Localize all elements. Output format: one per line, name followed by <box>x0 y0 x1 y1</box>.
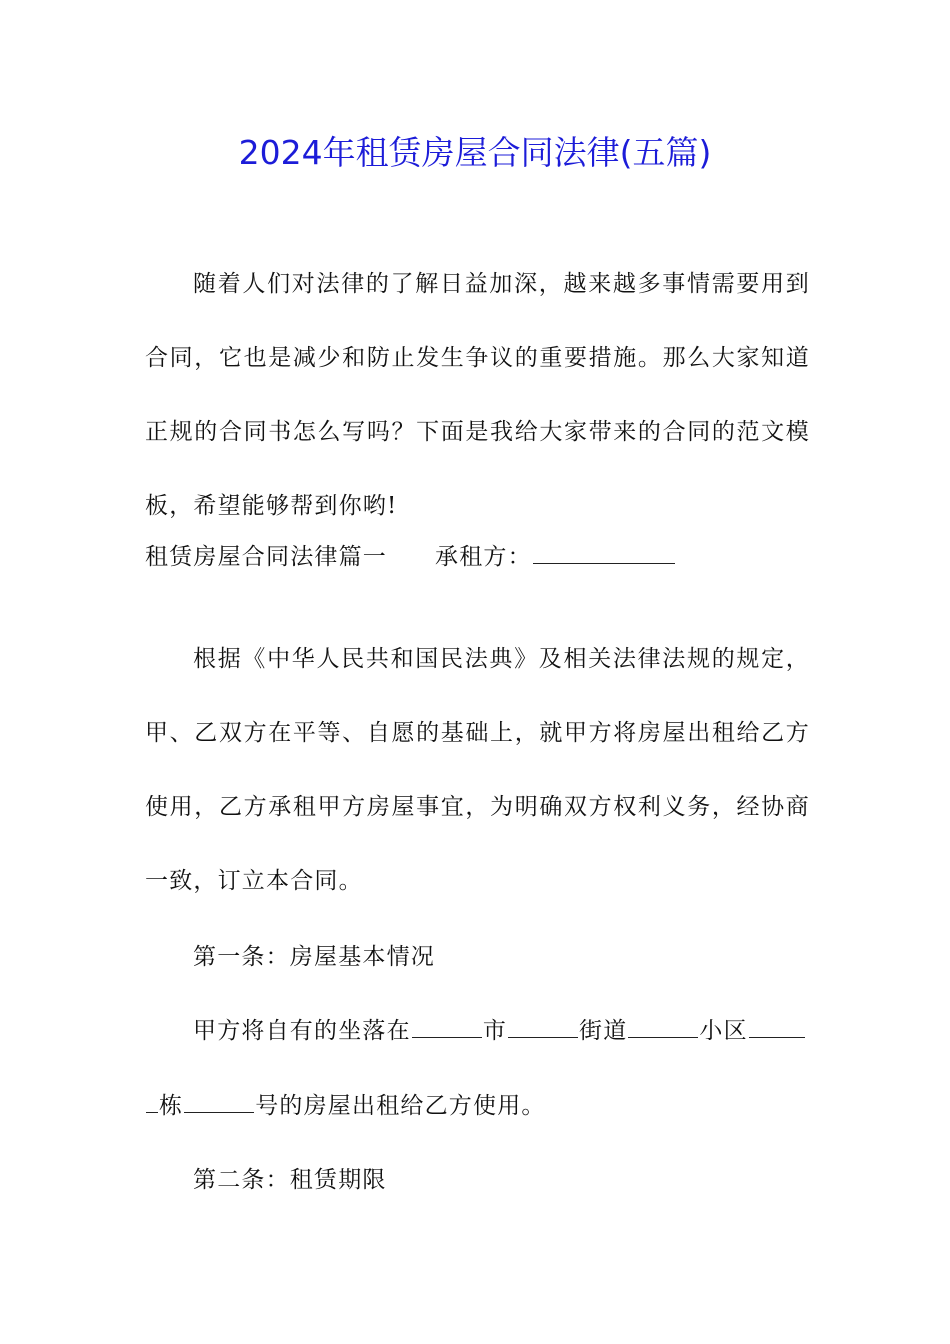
section-heading-line <box>145 537 676 577</box>
article1-text-part3: 街道 <box>579 1018 628 1044</box>
lessee-label: 承租方： <box>435 544 532 570</box>
street-blank <box>508 1013 578 1038</box>
article1-text-part4: 小区 <box>699 1018 748 1044</box>
basis-paragraph: 根据《中华人民共和国民法典》及相关法律法规的规定，甲、乙双方在平等、自愿的基础上，就甲方将房屋出租给乙方使用，乙方承租甲方房屋事宜，为明确双方权利义务，经协商一致，订立本合同。 <box>145 646 810 894</box>
article2-heading: 第二条：租赁期限 <box>193 1167 387 1193</box>
building-blank-b <box>146 1088 158 1113</box>
lessee-blank <box>533 539 675 564</box>
document-title: 2024年租赁房屋合同法律(五篇) <box>238 133 712 172</box>
article1-text-part6: 号的房屋出租给乙方使用。 <box>255 1093 546 1119</box>
intro-paragraph: 随着人们对法律的了解日益加深，越来越多事情需要用到合同，它也是减少和防止发生争议的重要措施。那么大家知道正规的合同书怎么写吗？下面是我给大家带来的合同的范文模板，希望能够帮到你哟! <box>145 271 810 519</box>
number-blank <box>184 1088 254 1113</box>
article1-text-part2: 市 <box>482 1018 508 1044</box>
community-blank <box>628 1013 698 1038</box>
section-heading: 租赁房屋合同法律篇一 <box>145 544 387 570</box>
article1-heading: 第一条：房屋基本情况 <box>193 944 435 970</box>
article1-line2 <box>145 1086 546 1126</box>
city-blank <box>412 1013 482 1038</box>
article1-line1 <box>193 1011 806 1051</box>
building-blank-a <box>749 1013 805 1038</box>
article1-text-part1: 甲方将自有的坐落在 <box>193 1018 411 1044</box>
article1-text-part5: 栋 <box>159 1093 184 1119</box>
